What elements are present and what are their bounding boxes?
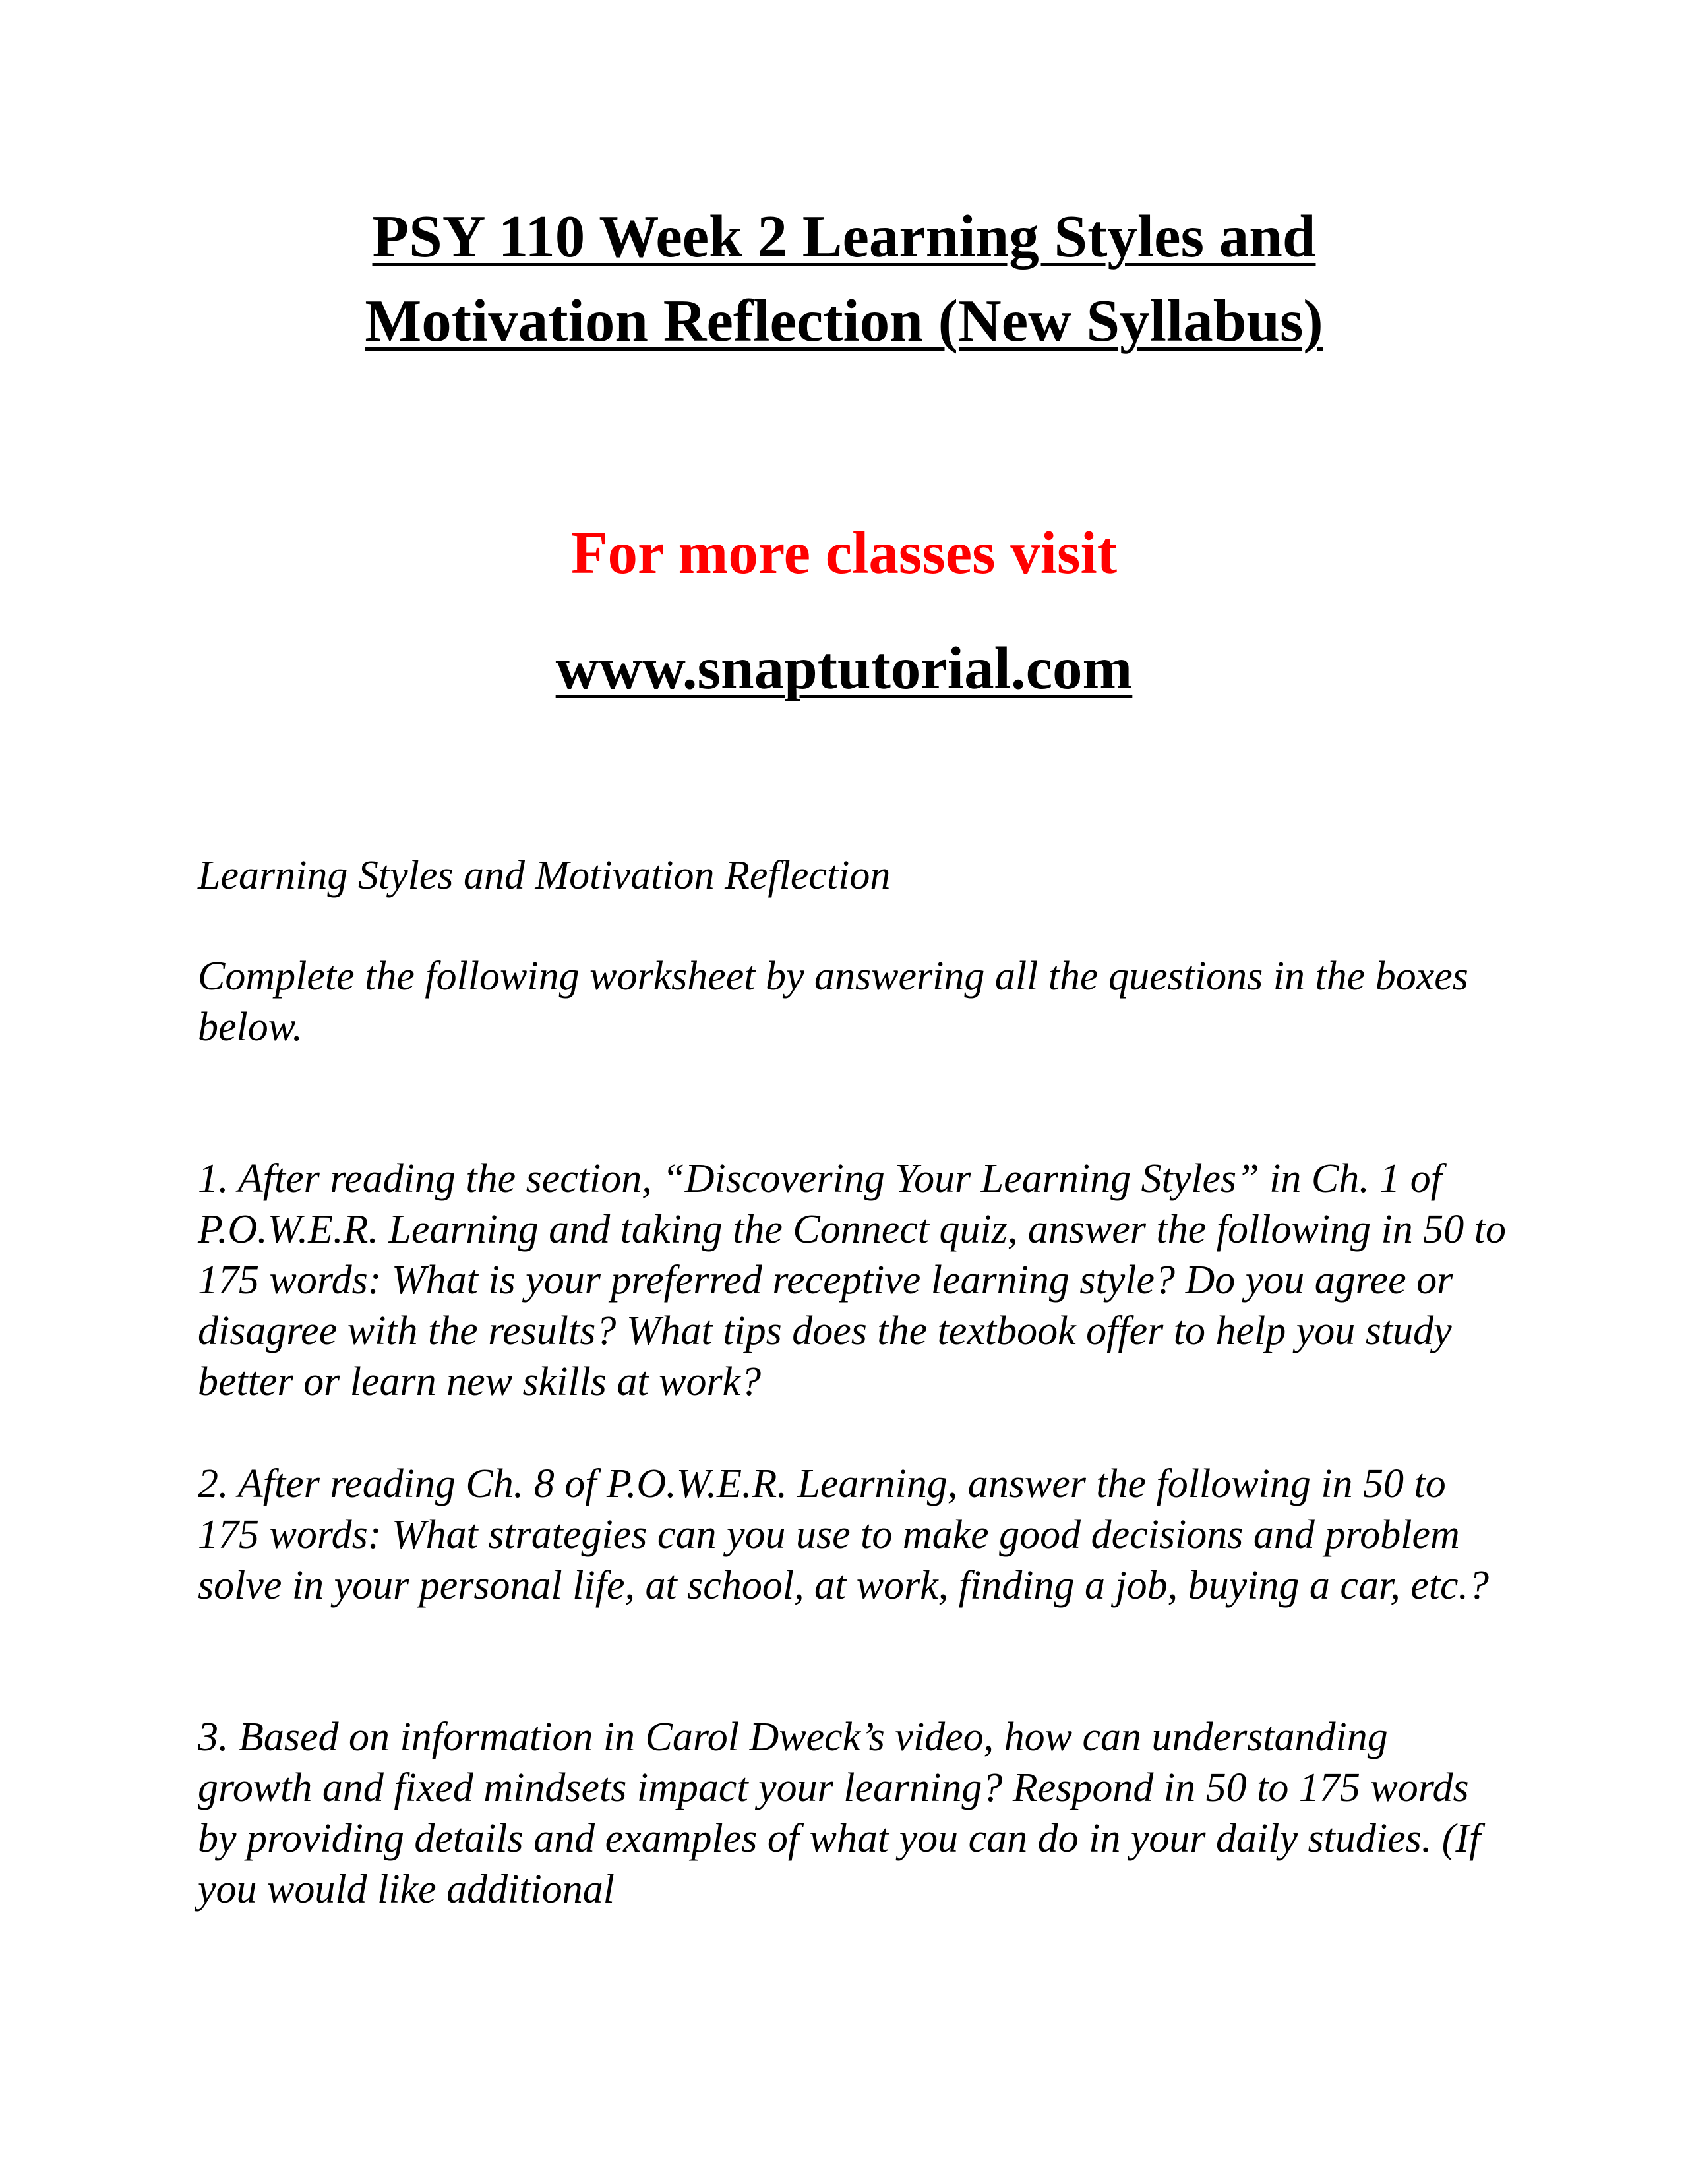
promo-link[interactable]: www.snaptutorial.com xyxy=(555,635,1133,701)
page-title xyxy=(0,194,1688,363)
instructions-paragraph: Complete the following worksheet by answering all the questions in the boxes below. xyxy=(198,954,1468,1049)
sub-heading: Learning Styles and Motivation Reflection xyxy=(198,853,891,898)
title-line-1: PSY 110 Week 2 Learning Styles and xyxy=(372,203,1316,270)
question-2: 2. After reading Ch. 8 of P.O.W.E.R. Learning, answer the following in 50 to 175 words: What strategies can you use to make good decisions and problem solve in your personal life, at school, at work, finding a job, buying a car, etc.? xyxy=(198,1461,1489,1608)
title-line-2: Motivation Reflection (New Syllabus) xyxy=(365,287,1323,354)
promo-text: For more classes visit xyxy=(570,519,1118,586)
question-3: 3. Based on information in Carol Dweck’s video, how can understanding growth and fixed mindsets impact your learning? Respond in 50 to 175 words by providing details and examples of what you can do in your daily studies. (If you would like additional xyxy=(198,1715,1481,1912)
question-1: 1. After reading the section, “Discovering Your Learning Styles” in Ch. 1 of P.O.W.E.R. Learning and taking the Connect quiz, answer the following in 50 to 175 words: What is your preferred receptive learning style? Do you agree or disagree with the results? What tips does the textbook offer to help you study better or learn new skills at work? xyxy=(198,1156,1506,1404)
